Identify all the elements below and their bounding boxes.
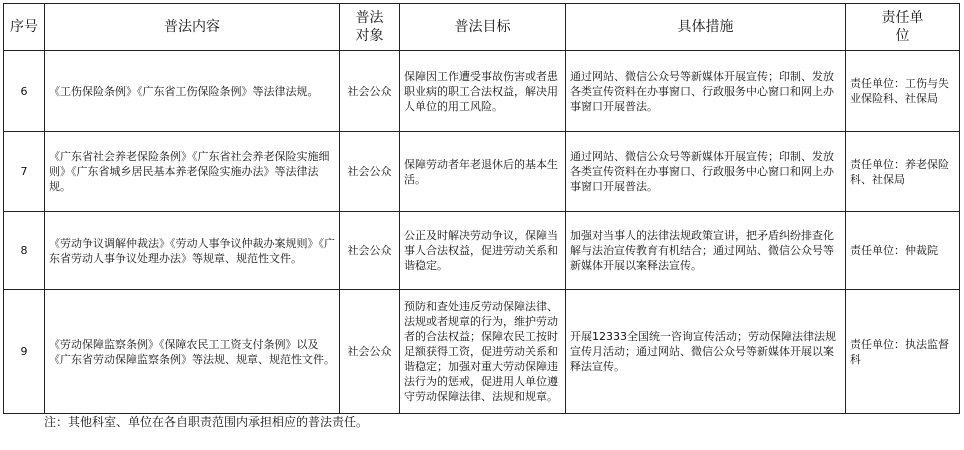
row-target: 社会公众 xyxy=(340,51,400,132)
row-content: 《劳动争议调解仲裁法》《劳动人事争议仲裁办案规则》《广东省劳动人事争议处理办法》等规章、规范性文件。 xyxy=(45,212,340,290)
table-footnote: 注：其他科室、单位在各自职责范围内承担相应的普法责任。 xyxy=(44,415,369,429)
row-goal: 保障因工作遭受事故伤害或者患职业病的职工合法权益，解决用人单位的用工风险。 xyxy=(400,51,566,132)
row-no: 6 xyxy=(4,51,45,132)
row-content: 《工伤保险条例》《广东省工伤保险条例》等法律法规。 xyxy=(45,51,340,132)
header-target: 普法对象 xyxy=(340,4,400,51)
row-unit: 责任单位：仲裁院 xyxy=(846,212,960,290)
row-unit: 责任单位：养老保险科、社保局 xyxy=(846,132,960,212)
header-no: 序号 xyxy=(4,4,45,51)
row-measures: 通过网站、微信公众号等新媒体开展宣传；印制、发放各类宣传资料在办事窗口、行政服务中心窗口和网上办事窗口开展普法。 xyxy=(566,132,846,212)
row-content: 《广东省社会养老保险条例》《广东省社会养老保险实施细则》《广东省城乡居民基本养老保险实施办法》等法律法规。 xyxy=(45,132,340,212)
table-header-row xyxy=(4,4,960,51)
header-unit: 责任单位 xyxy=(846,4,960,51)
header-measures: 具体措施 xyxy=(566,4,846,51)
table-row xyxy=(4,51,960,132)
row-no: 8 xyxy=(4,212,45,290)
table-row xyxy=(4,212,960,290)
header-content: 普法内容 xyxy=(45,4,340,51)
row-measures: 开展12333全国统一咨询宣传活动；劳动保障法律法规宣传月活动；通过网站、微信公众号等新媒体开展以案释法宣传。 xyxy=(566,290,846,414)
row-goal: 保障劳动者年老退休后的基本生活。 xyxy=(400,132,566,212)
row-goal: 预防和查处违反劳动保障法律、法规或者规章的行为，维护劳动者的合法权益；保障农民工按时足额获得工资，促进劳动关系和谐稳定；加强对重大劳动保障违法行为的惩戒，促进用人单位遵守劳动保障法律、法规和规章。 xyxy=(400,290,566,414)
row-target: 社会公众 xyxy=(340,132,400,212)
row-target: 社会公众 xyxy=(340,212,400,290)
row-measures: 通过网站、微信公众号等新媒体开展宣传；印制、发放各类宣传资料在办事窗口、行政服务中心窗口和网上办事窗口开展普法。 xyxy=(566,51,846,132)
row-goal: 公正及时解决劳动争议，保障当事人合法权益，促进劳动关系和谐稳定。 xyxy=(400,212,566,290)
row-no: 9 xyxy=(4,290,45,414)
legal-publicity-table xyxy=(3,3,960,414)
row-no: 7 xyxy=(4,132,45,212)
row-target: 社会公众 xyxy=(340,290,400,414)
row-measures: 加强对当事人的法律法规政策宣讲，把矛盾纠纷排查化解与法治宣传教育有机结合；通过网站、微信公众号等新媒体开展以案释法宣传。 xyxy=(566,212,846,290)
row-content: 《劳动保障监察条例》《保障农民工工资支付条例》以及《广东省劳动保障监察条例》等法规、规章、规范性文件。 xyxy=(45,290,340,414)
table-row xyxy=(4,132,960,212)
row-unit: 责任单位：执法监督科 xyxy=(846,290,960,414)
header-goal: 普法目标 xyxy=(400,4,566,51)
table-row xyxy=(4,290,960,414)
row-unit: 责任单位：工伤与失业保险科、社保局 xyxy=(846,51,960,132)
